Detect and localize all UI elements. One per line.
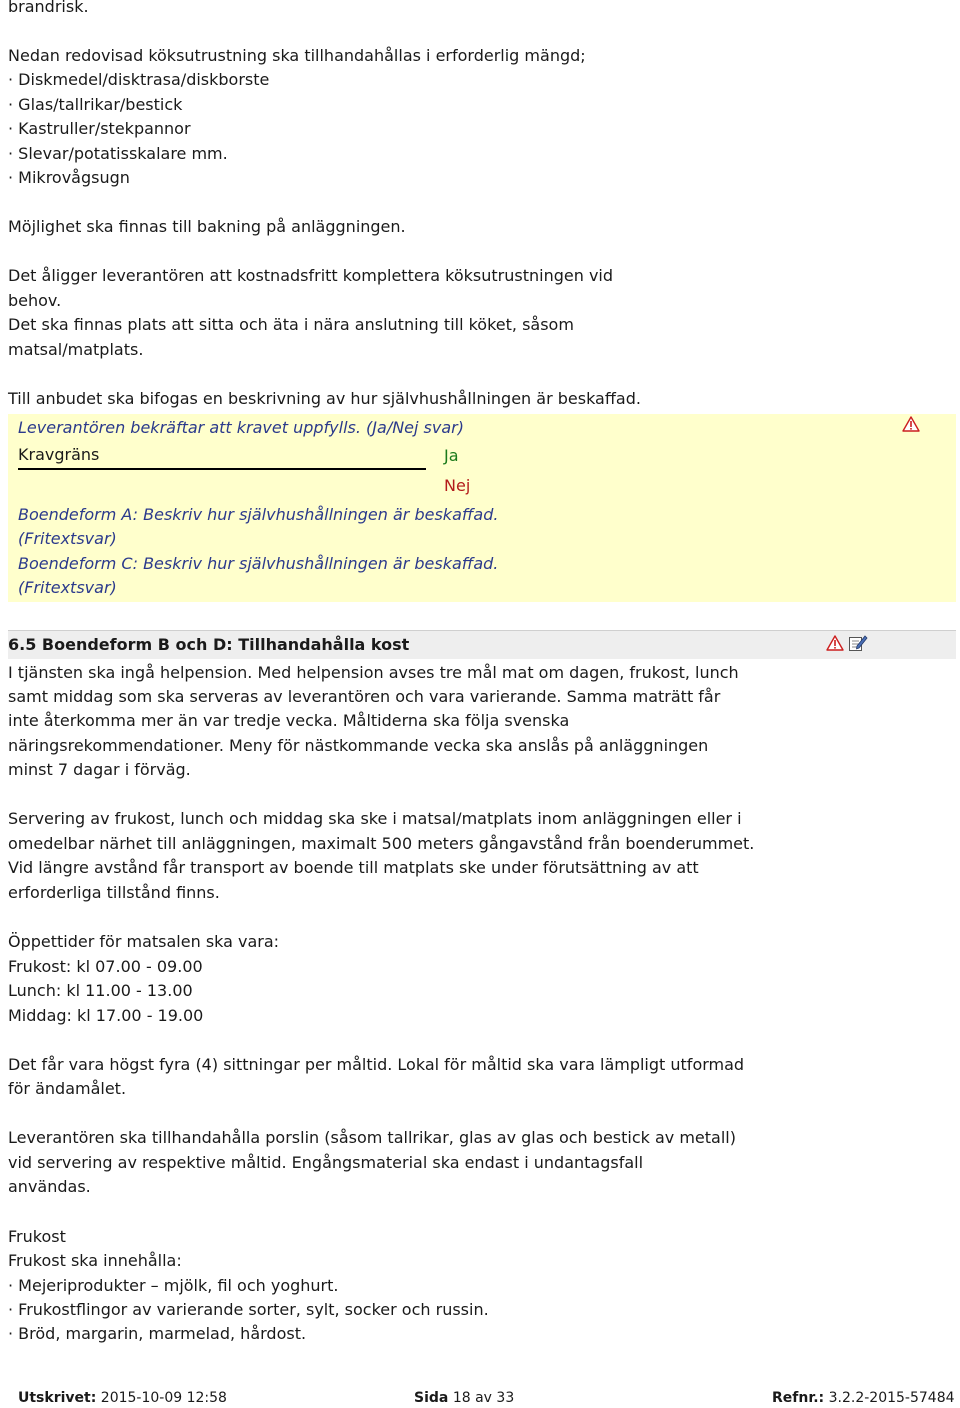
confirm-question — [18, 416, 464, 440]
answer-type: (Ja/Nej svar) — [366, 418, 464, 437]
list-item: · Kastruller/stekpannor — [8, 119, 191, 138]
list-item: · Mejeriprodukter – mjölk, fil och yoghurt. — [8, 1276, 339, 1295]
kravgrans-rule — [18, 468, 426, 470]
answer-yes[interactable]: Ja — [444, 446, 459, 465]
confirm-text: Leverantören bekräftar att kravet uppfylls. — [18, 418, 361, 437]
text-line: Öppettider för matsalen ska vara: — [8, 932, 280, 951]
list-item: · Slevar/potatisskalare mm. — [8, 144, 228, 163]
text-line: Det åligger leverantören att kostnadsfritt komplettera köksutrustningen vid — [8, 266, 614, 285]
list-item: · Bröd, margarin, marmelad, hårdost. — [8, 1324, 307, 1343]
text-line: Vid längre avstånd får transport av boende till matplats ske under förutsättning av att — [8, 858, 699, 877]
requirement-box — [8, 414, 956, 602]
question-boendeform-c: Boendeform C: Beskriv hur självhushållningen är beskaffad. — [18, 554, 499, 573]
footer-refnr — [772, 1388, 955, 1408]
text-line: minst 7 dagar i förväg. — [8, 760, 191, 779]
printed-label: Utskrivet: — [18, 1390, 97, 1406]
footer-printed — [18, 1388, 227, 1408]
text-line: Nedan redovisad köksutrustning ska tillhandahållas i erforderlig mängd; — [8, 46, 586, 65]
kravgrans-label: Kravgräns — [18, 445, 100, 464]
page-total: 33 — [496, 1390, 515, 1406]
text-line: matsal/matplats. — [8, 340, 144, 359]
text-line: Frukost: kl 07.00 - 09.00 — [8, 957, 203, 976]
text-line: Frukost — [8, 1227, 66, 1246]
text-line: samt middag som ska serveras av leverantören och vara varierande. Samma maträtt får — [8, 687, 721, 706]
ref-label: Refnr.: — [772, 1390, 825, 1406]
page-label: Sida — [414, 1390, 449, 1406]
text-line: Det ska finnas plats att sitta och äta i nära anslutning till köket, såsom — [8, 315, 574, 334]
page-current: 18 — [452, 1390, 471, 1406]
text-line: Det får vara högst fyra (4) sittningar per måltid. Lokal för måltid ska vara lämpligt utformad — [8, 1055, 745, 1074]
warning-icon — [902, 416, 920, 432]
text-line: brandrisk. — [8, 0, 89, 16]
text-line: näringsrekommendationer. Meny för nästkommande vecka ska anslås på anläggningen — [8, 736, 709, 755]
list-item: · Diskmedel/disktrasa/diskborste — [8, 70, 270, 89]
free-text-answer-a[interactable]: (Fritextsvar) — [18, 529, 117, 548]
text-line: användas. — [8, 1177, 91, 1196]
text-line: Till anbudet ska bifogas en beskrivning av hur självhushållningen är beskaffad. — [8, 389, 641, 408]
text-line: inte återkomma mer än var tredje vecka. Måltiderna ska följa svenska — [8, 711, 570, 730]
question-boendeform-a: Boendeform A: Beskriv hur självhushållningen är beskaffad. — [18, 505, 499, 524]
text-line: Leverantören ska tillhandahålla porslin (såsom tallrikar, glas av glas och bestick av metall) — [8, 1128, 736, 1147]
text-line: behov. — [8, 291, 62, 310]
ref-value: 3.2.2-2015-57484 — [828, 1390, 955, 1406]
section-heading — [8, 630, 956, 659]
warning-icon — [826, 635, 844, 651]
printed-value: 2015-10-09 12:58 — [100, 1390, 227, 1406]
section-title — [8, 633, 409, 657]
footer-page — [414, 1388, 514, 1408]
text-line: I tjänsten ska ingå helpension. Med helpension avses tre mål mat om dagen, frukost, lunch — [8, 663, 739, 682]
text-line: vid servering av respektive måltid. Engångsmaterial ska endast i undantagsfall — [8, 1153, 644, 1172]
list-item: · Frukostflingor av varierande sorter, sylt, socker och russin. — [8, 1300, 489, 1319]
text-line: Middag: kl 17.00 - 19.00 — [8, 1006, 204, 1025]
text-line: Frukost ska innehålla: — [8, 1251, 182, 1270]
page-of: av — [475, 1390, 492, 1406]
section-number: 6.5 — [8, 635, 37, 654]
list-item: · Mikrovågsugn — [8, 168, 130, 187]
text-line: omedelbar närhet till anläggningen, maximalt 500 meters gångavstånd från boenderummet. — [8, 834, 755, 853]
section-title-text: Boendeform B och D: Tillhandahålla kost — [41, 635, 410, 654]
free-text-answer-c[interactable]: (Fritextsvar) — [18, 578, 117, 597]
list-item: · Glas/tallrikar/bestick — [8, 95, 183, 114]
text-line: Lunch: kl 11.00 - 13.00 — [8, 981, 193, 1000]
answer-no[interactable]: Nej — [444, 476, 471, 495]
text-line: Servering av frukost, lunch och middag ska ske i matsal/matplats inom anläggningen eller i — [8, 809, 742, 828]
text-line: för ändamålet. — [8, 1079, 127, 1098]
text-line: erforderliga tillstånd finns. — [8, 883, 220, 902]
text-line: Möjlighet ska finnas till bakning på anläggningen. — [8, 217, 406, 236]
edit-icon — [848, 633, 868, 653]
